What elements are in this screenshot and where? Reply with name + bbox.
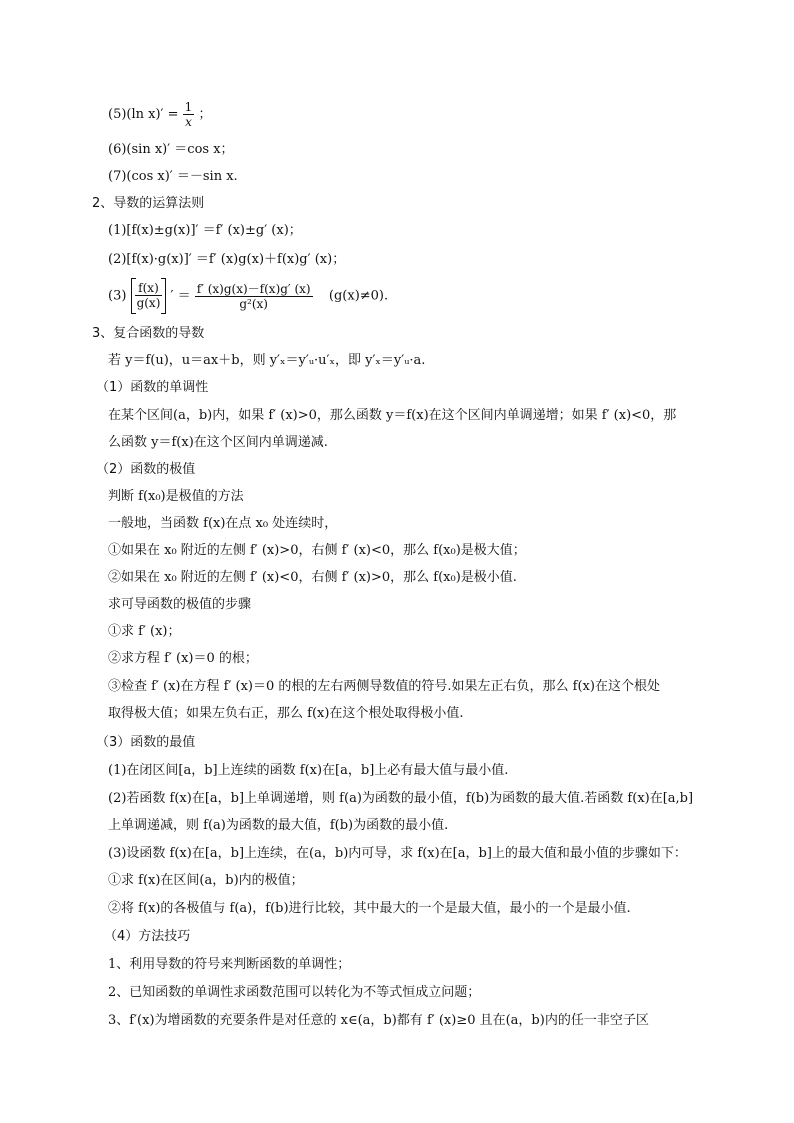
- part2-line6: ①求 f′ (x)；: [108, 624, 181, 639]
- part3-title: （3）函数的最值: [96, 735, 196, 750]
- part2-line7: ②求方程 f′ (x)＝0 的根；: [108, 651, 258, 666]
- part4-line2: 2、已知函数的单调性求函数范围可以转化为不等式恒成立问题；: [108, 985, 481, 1000]
- part2-title: （2）函数的极值: [96, 462, 196, 477]
- part2-line9: 取得极大值；如果左负右正，那么 f(x)在这个根处取得极小值.: [108, 706, 464, 721]
- part3-line3: 上单调递减，则 f(a)为函数的最大值，f(b)为函数的最小值.: [108, 818, 449, 833]
- quotient-bracket: [131, 278, 167, 314]
- part3-line5: ①求 f(x)在区间(a，b)内的极值；: [108, 873, 304, 888]
- part2-line2: 一般地，当函数 f(x)在点 x₀ 处连续时，: [108, 516, 338, 531]
- part2-line5: 求可导函数的极值的步骤: [108, 597, 252, 612]
- fraction-denominator: x: [185, 115, 192, 129]
- rule-quotient-prefix: (3): [108, 288, 127, 304]
- part4-title: （4）方法技巧: [104, 929, 191, 944]
- formula-ln-end: ；: [198, 107, 212, 122]
- section2-title: 2、导数的运算法则: [92, 196, 205, 211]
- part1-paragraph-line1: 在某个区间(a，b)内，如果 f′ (x)>0，那么函数 y＝f(x)在这个区间内单调递增；如果 f′ (x)<0，那: [108, 408, 677, 423]
- quotient-result-fraction: [195, 282, 313, 311]
- part1-paragraph-line2: 么函数 y＝f(x)在这个区间内单调递减.: [108, 435, 328, 450]
- formula-sin-derivative: (6)(sin x)′ ＝cos x；: [108, 142, 234, 157]
- inner-denominator: g(x): [136, 296, 161, 310]
- composite-rule: 若 y＝f(u)，u＝ax＋b，则 y′ₓ＝y′ᵤ·u′ₓ，即 y′ₓ＝y′ᵤ·a.: [108, 353, 426, 368]
- part2-line8: ③检查 f′ (x)在方程 f′ (x)＝0 的根的左右两侧导数值的符号.如果左正右负，那么 f(x)在这个根处: [108, 679, 660, 694]
- result-denominator: g²(x): [239, 296, 268, 311]
- formula-ln-left: (5)(ln x)′ =: [108, 107, 179, 122]
- inner-numerator: f(x): [135, 281, 163, 296]
- rule-product: (2)[f(x)·g(x)]′ ＝f′ (x)g(x)＋f(x)g′ (x)；: [108, 252, 346, 267]
- part2-line4: ②如果在 x₀ 附近的左侧 f′ (x)<0，右侧 f′ (x)>0，那么 f(x₀)是极小值.: [108, 570, 517, 585]
- fraction-one-over-x: [183, 100, 195, 129]
- fraction-numerator: 1: [184, 100, 193, 114]
- part2-line1: 判断 f(x₀)是极值的方法: [108, 489, 244, 504]
- formula-ln-derivative: [108, 100, 211, 129]
- part4-line3: 3、f′(x)为增函数的充要条件是对任意的 x∈(a，b)都有 f′ (x)≥0 且在(a，b)内的任一非空子区: [108, 1013, 649, 1028]
- section3-title: 3、复合函数的导数: [92, 326, 205, 341]
- part1-title: （1）函数的单调性: [96, 380, 209, 395]
- part2-line3: ①如果在 x₀ 附近的左侧 f′ (x)>0，右侧 f′ (x)<0，那么 f(x₀)是极大值；: [108, 543, 526, 558]
- rule-quotient-condition: (g(x)≠0).: [328, 288, 389, 304]
- part3-line2: (2)若函数 f(x)在[a，b]上单调递增，则 f(a)为函数的最小值，f(b)为函数的最大值.若函数 f(x)在[a,b]: [108, 791, 694, 806]
- rule-quotient-mid: ′ ＝: [170, 288, 191, 304]
- result-numerator: f′ (x)g(x)－f(x)g′ (x): [196, 281, 311, 296]
- part3-line4: (3)设函数 f(x)在[a，b]上连续，在(a，b)内可导，求 f(x)在[a，b]上的最大值和最小值的步骤如下：: [108, 846, 687, 861]
- rule-quotient: [108, 278, 388, 315]
- rule-sum: (1)[f(x)±g(x)]′ ＝f′ (x)±g′ (x)；: [108, 223, 302, 238]
- formula-cos-derivative: (7)(cos x)′ ＝－sin x.: [108, 169, 238, 184]
- part3-line1: (1)在闭区间[a，b]上连续的函数 f(x)在[a，b]上必有最大值与最小值.: [108, 763, 509, 778]
- part4-line1: 1、利用导数的符号来判断函数的单调性；: [108, 957, 351, 972]
- quotient-inner-fraction: [135, 281, 163, 310]
- part3-line6: ②将 f(x)的各极值与 f(a)，f(b)进行比较，其中最大的一个是最大值，最小的一个是最小值.: [108, 901, 631, 916]
